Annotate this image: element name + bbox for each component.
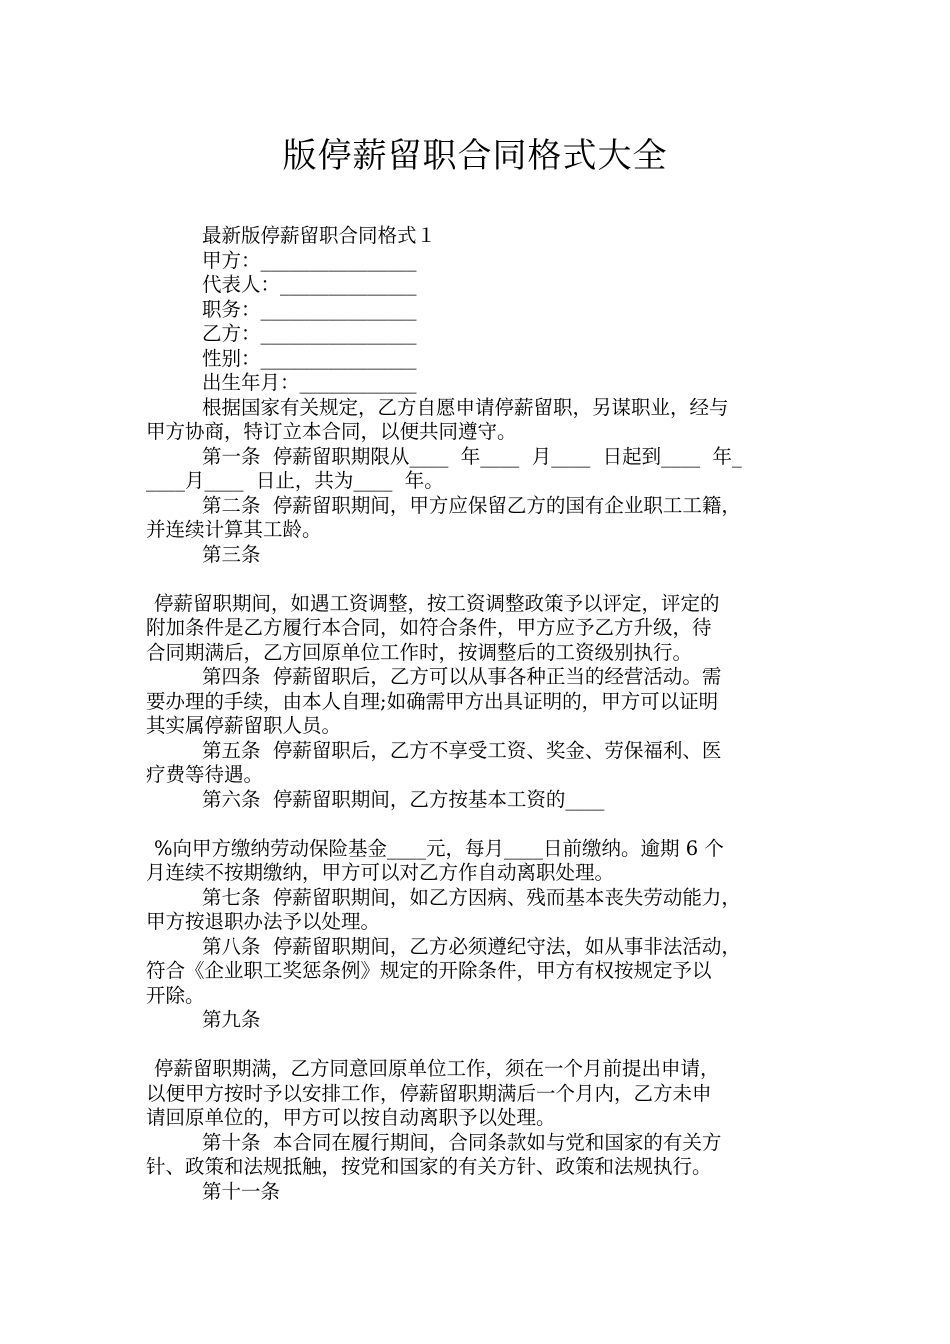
paragraph-line: 要办理的手续，由本人自理;如确需甲方出具证明的，甲方可以证明 — [146, 689, 719, 713]
article-4: 第四条 停薪留职后，乙方可以从事各种正当的经营活动。需 — [202, 665, 722, 688]
article-9-heading: 第九条 — [202, 1008, 261, 1031]
paragraph-line: 月连续不按期缴纳，甲方可以对乙方作自动离职处理。 — [146, 861, 615, 884]
paragraph-line: 疗费等待遇。 — [146, 763, 264, 786]
paragraph-line: 甲方协商，特订立本合同，以便共同遵守。 — [146, 420, 517, 443]
paragraph-line: 停薪留职期间，如遇工资调整，按工资调整政策予以评定，评定的 — [154, 591, 720, 615]
document-title: 版停薪留职合同格式大全 — [282, 136, 668, 176]
paragraph-line: 其实属停薪留职人员。 — [146, 714, 342, 737]
article-11-heading: 第十一条 — [202, 1179, 281, 1203]
paragraph-line: 根据国家有关规定，乙方自愿申请停薪留职，另谋职业，经与 — [202, 395, 729, 419]
paragraph-line: 请回原单位的，甲方可以按自动离职予以处理。 — [146, 1106, 556, 1129]
article-1: 第一条 停薪留职期限从____ 年____ 月____ 日起到____ 年_ — [202, 444, 742, 468]
paragraph-line: 甲方按退职办法予以处理。 — [146, 910, 381, 933]
paragraph-line: 针、政策和法规抵触，按党和国家的有关方针、政策和法规执行。 — [146, 1155, 712, 1178]
paragraph-line: 并连续计算其工龄。 — [146, 518, 322, 541]
article-2: 第二条 停薪留职期间，甲方应保留乙方的国有企业职工工籍， — [202, 493, 741, 517]
field-birth-date: 出生年月：____________ — [202, 371, 417, 394]
paragraph-line: 以便甲方按时予以安排工作，停薪留职期满后一个月内，乙方未申 — [146, 1081, 712, 1105]
document-body — [146, 224, 816, 1204]
article-10: 第十条 本合同在履行期间，合同条款如与党和国家的有关方 — [202, 1130, 722, 1154]
article-7: 第七条 停薪留职期间，如乙方因病、残而基本丧失劳动能力， — [202, 885, 741, 909]
document-subtitle: 最新版停薪留职合同格式１ — [202, 224, 437, 247]
paragraph-line: ____月____ 日止，共为____ 年。 — [146, 469, 444, 492]
field-representative: 代表人：______________ — [202, 273, 417, 296]
field-position: 职务：________________ — [202, 297, 417, 321]
paragraph-line: %向甲方缴纳劳动保险基金____元，每月____日前缴纳。逾期 6 个 — [154, 836, 724, 860]
article-5: 第五条 停薪留职后，乙方不享受工资、奖金、劳保福利、医 — [202, 738, 722, 762]
article-6: 第六条 停薪留职期间，乙方按基本工资的____ — [202, 787, 605, 811]
field-party-a: 甲方：________________ — [202, 248, 417, 272]
paragraph-line: 合同期满后，乙方回原单位工作时，按调整后的工资级别执行。 — [146, 640, 693, 664]
paragraph-line: 符合《企业职工奖惩条例》规定的开除条件，甲方有权按规定予以 — [146, 959, 712, 982]
paragraph-line: 停薪留职期满，乙方同意回原单位工作，须在一个月前提出申请， — [154, 1057, 720, 1080]
paragraph-line: 开除。 — [146, 983, 205, 1007]
field-party-b: 乙方：________________ — [202, 322, 417, 345]
paragraph-line: 附加条件是乙方履行本合同，如符合条件，甲方应予乙方升级，待 — [146, 616, 712, 639]
field-gender: 性别：________________ — [202, 346, 417, 370]
article-8: 第八条 停薪留职期间，乙方必须遵纪守法，如从事非法活动， — [202, 934, 741, 958]
article-3-heading: 第三条 — [202, 542, 261, 566]
